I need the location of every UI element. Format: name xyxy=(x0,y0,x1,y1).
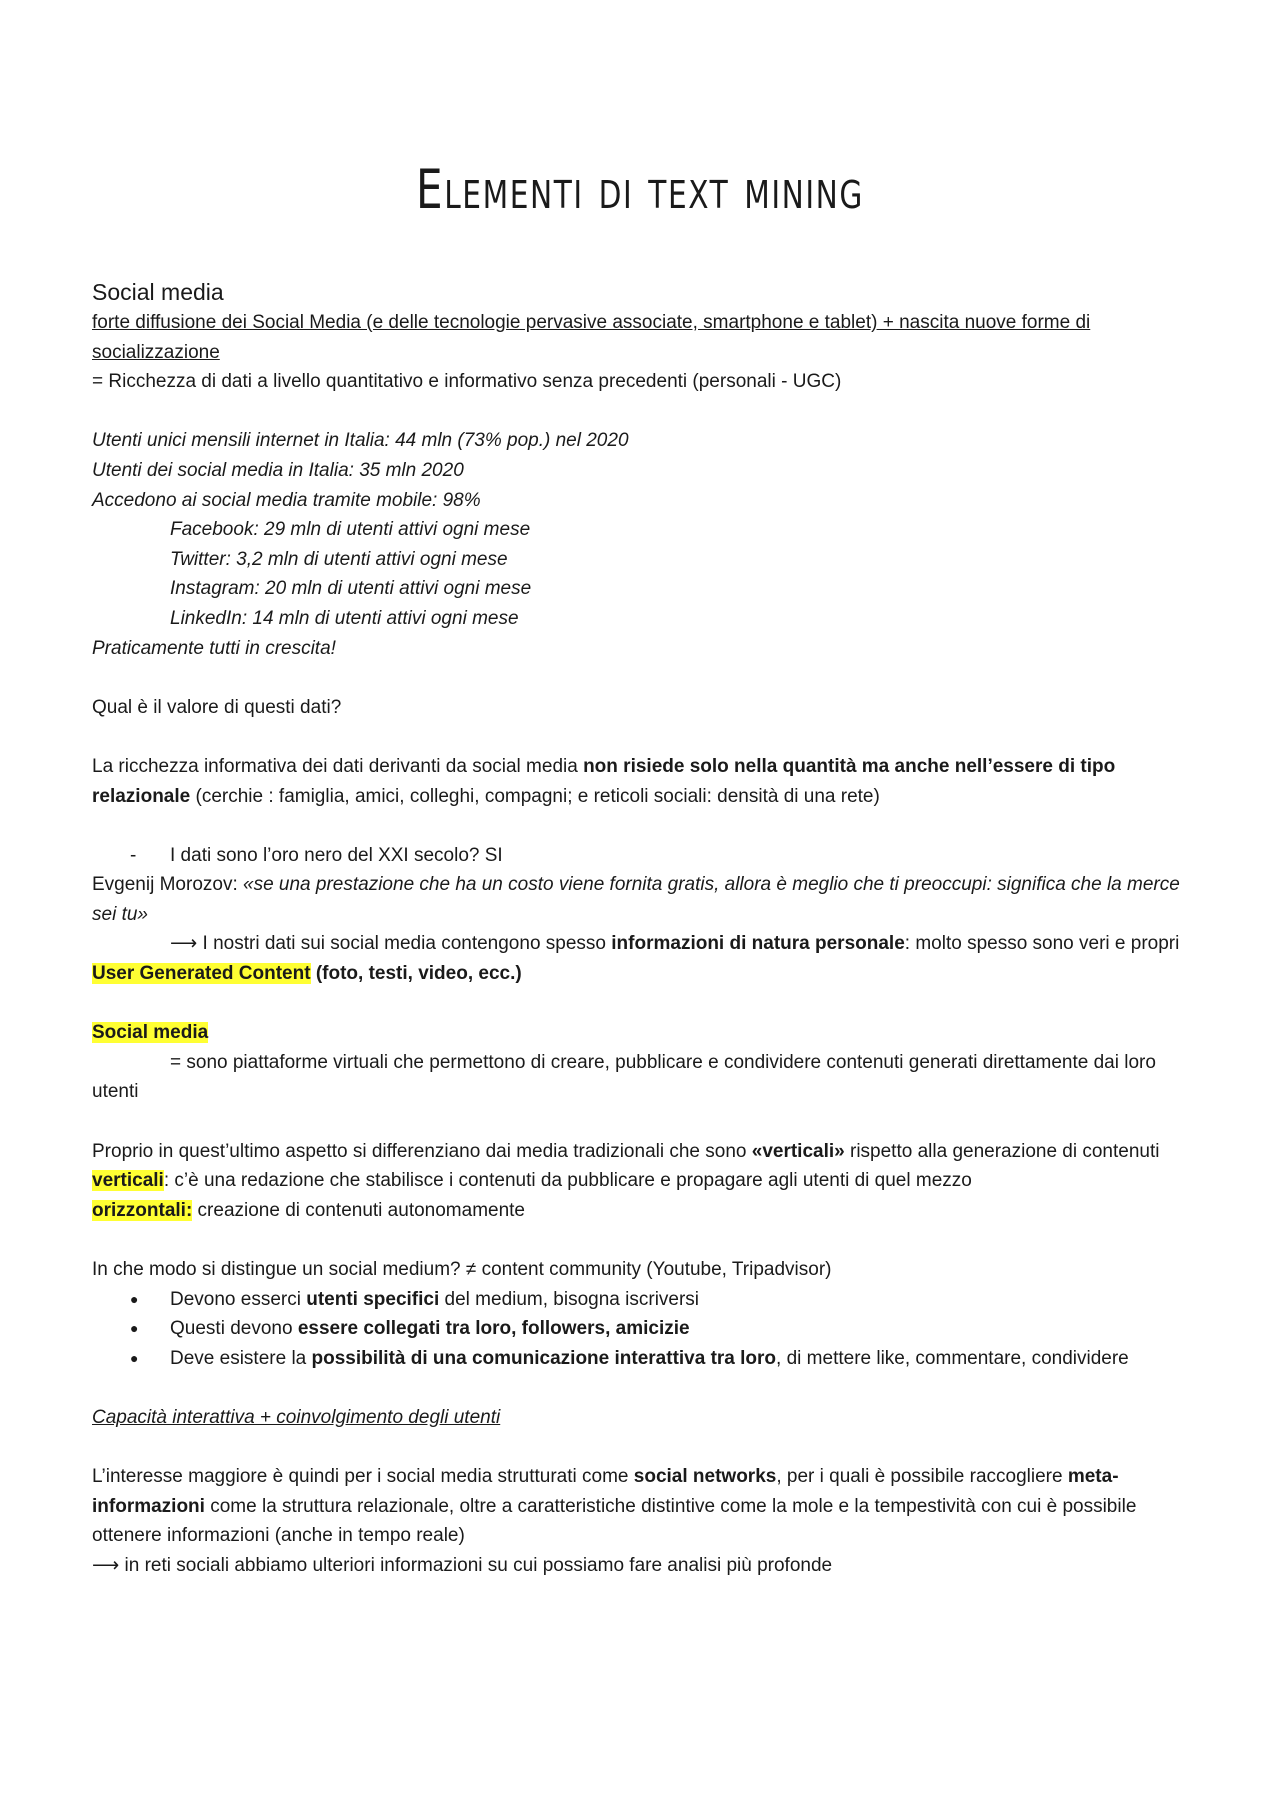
richness-paragraph: La ricchezza informativa dei dati derivanti da social media non risiede solo nella quantità ma anche nell’essere di tipo relazionale (cerchie : famiglia, amici, colleghi, compagni; e reticoli sociali: densità di una rete) xyxy=(92,755,1116,807)
stat-line: Utenti dei social media in Italia: 35 mln 2020 xyxy=(92,459,464,481)
definition-text: = sono piattaforme virtuali che permettono di creare, pubblicare e condividere contenuti generati direttamente dai loro utenti xyxy=(92,1051,1156,1103)
value-question: Qual è il valore di questi dati? xyxy=(92,696,342,718)
section-heading: Social media xyxy=(92,279,224,305)
bullet-icon: ● xyxy=(130,1290,139,1307)
platform-stat: LinkedIn: 14 mln di utenti attivi ogni mese xyxy=(170,607,519,629)
bullet-icon: ● xyxy=(130,1349,139,1366)
intro-underlined: forte diffusione dei Social Media (e delle tecnologie pervasive associate, smartphone e tablet) + nascita nuove forme di socializzazione xyxy=(92,312,1091,363)
definition-term: Social media xyxy=(92,1022,209,1044)
media-types-intro: Proprio in quest’ultimo aspetto si differenziano dai media tradizionali che sono «verticali» rispetto alla generazione di contenuti xyxy=(92,1140,1160,1162)
networks-arrow-line: ⟶ in reti sociali abbiamo ulteriori informazioni su cui possiamo fare analisi più profonde xyxy=(92,1554,833,1576)
personal-info-paragraph: ⟶ I nostri dati sui social media contengono spesso informazioni di natura personale: molto spesso sono veri e propri User Generated Content (foto, testi, video, ecc.) xyxy=(92,933,1180,985)
bullet-list xyxy=(92,1285,1202,1374)
bullet-icon: ● xyxy=(130,1320,139,1337)
horizontal-definition: orizzontali: creazione di contenuti autonomamente xyxy=(92,1199,525,1221)
dash-list-item: - I dati sono l’oro nero del XXI secolo? SI xyxy=(130,844,503,866)
intro-equation: = Ricchezza di dati a livello quantitativo e informativo senza precedenti (personali - UGC) xyxy=(92,371,842,393)
highlighted-term: User Generated Content xyxy=(92,963,311,985)
vertical-definition: verticali: c’è una redazione che stabilisce i contenuti da pubblicare e propagare agli utenti di quel mezzo xyxy=(92,1170,972,1192)
arrow-icon: ⟶ xyxy=(170,933,203,955)
list-item: ● Questi devono essere collegati tra loro, followers, amicizie xyxy=(92,1314,1202,1344)
distinguish-question: In che modo si distingue un social medium? ≠ content community (Youtube, Tripadvisor) xyxy=(92,1259,832,1280)
morozov-quote: Evgenij Morozov: «se una prestazione che ha un costo viene fornita gratis, allora è meglio che ti preoccupi: significa che la merce sei tu» xyxy=(92,874,1180,925)
document-body xyxy=(92,276,1202,1581)
capacity-note: Capacità interattiva + coinvolgimento degli utenti xyxy=(92,1406,501,1428)
networks-paragraph: L’interesse maggiore è quindi per i social media strutturati come social networks, per i quali è possibile raccogliere meta-informazioni come la struttura relazionale, oltre a caratteristiche distintive come la mole e la tempestività con cui è possibile ottenere informazioni (anche in tempo reale) xyxy=(92,1466,1137,1547)
list-item: ● Devono esserci utenti specifici del medium, bisogna iscriversi xyxy=(92,1285,1202,1315)
list-item: ● Deve esistere la possibilità di una comunicazione interattiva tra loro, di mettere like, commentare, condividere xyxy=(92,1344,1202,1374)
page-title: Elementi di text mining xyxy=(416,158,864,221)
platform-stat: Facebook: 29 mln di utenti attivi ogni mese xyxy=(170,519,531,541)
stat-line: Utenti unici mensili internet in Italia: 44 mln (73% pop.) nel 2020 xyxy=(92,430,629,452)
stat-closing: Praticamente tutti in crescita! xyxy=(92,637,336,659)
platform-stat: Twitter: 3,2 mln di utenti attivi ogni mese xyxy=(170,548,508,570)
stat-line: Accedono ai social media tramite mobile: 98% xyxy=(92,489,481,511)
platform-stat: Instagram: 20 mln di utenti attivi ogni mese xyxy=(170,578,532,600)
